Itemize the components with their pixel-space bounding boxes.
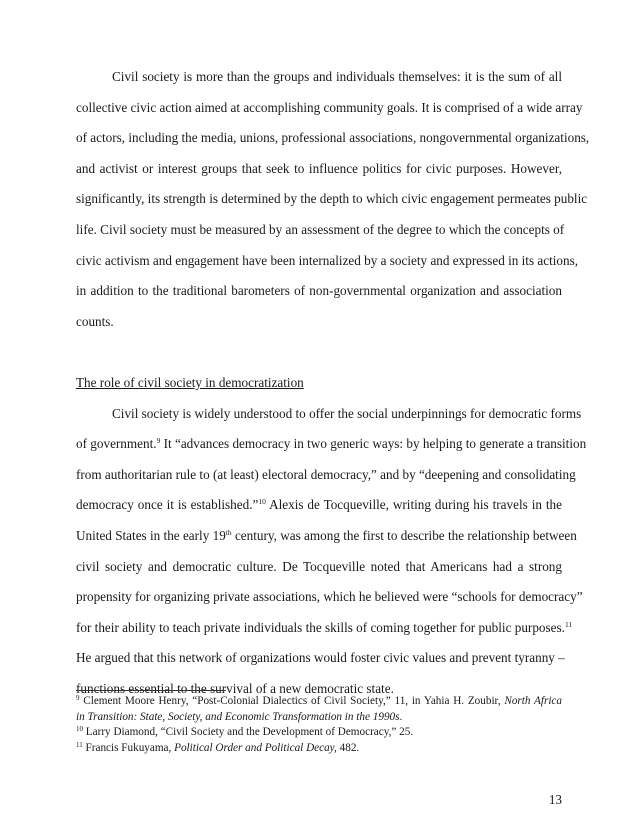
paragraph-line [76, 521, 577, 552]
paragraph-line: propensity for organizing private associations, which he believed were “schools for democracy” [76, 589, 583, 605]
ordinal-suffix: th [225, 527, 232, 537]
footnote-ref-11: 11 [564, 619, 573, 629]
line-text: of government. [76, 436, 157, 452]
paragraph-line [76, 490, 562, 521]
paragraph-line [76, 429, 587, 460]
footnote-10 [76, 725, 562, 741]
footnote-mark: 9 [76, 694, 80, 702]
paragraph-line: from authoritarian rule to (at least) electoral democracy,” and by “deepening and consolidating [76, 466, 576, 482]
paragraph-line: He argued that this network of organizations would foster civic values and prevent tyranny – [76, 650, 565, 666]
body-text [76, 62, 590, 704]
paragraph-line: significantly, its strength is determined by the depth to which civic engagement permeates public [76, 191, 588, 207]
footnote-text: Francis Fukuyama, [82, 741, 175, 754]
footnote-title: North Africa [504, 695, 562, 707]
line-text: Alexis de Tocqueville, writing during his travels in the [265, 497, 562, 513]
footnote-mark: 11 [76, 740, 83, 749]
line-text: century, was among the first to describe the relationship between [231, 527, 577, 543]
section-gap [76, 337, 562, 368]
paragraph-line: of actors, including the media, unions, professional associations, nongovernmental organizations, [76, 130, 590, 146]
footnote-text: Larry Diamond, “Civil Society and the Development of Democracy,” 25. [83, 726, 414, 739]
line-text: democracy once it is established.” [76, 497, 259, 513]
paragraph-line: and activist or interest groups that seek to influence politics for civic purposes. However, [76, 160, 562, 176]
paragraph-line: life. Civil society must be measured by an assessment of the degree to which the concepts of [76, 221, 565, 237]
footnote-text: 482. [336, 741, 360, 754]
page-number: 13 [548, 792, 562, 807]
paragraph-line: collective civic action aimed at accomplishing community goals. It is comprised of a wide array [76, 99, 583, 115]
paragraph-line: civil society and democratic culture. De Tocqueville noted that Americans had a strong [76, 558, 562, 574]
line-text: for their ability to teach private individuals the skills of coming together for public purposes. [76, 619, 565, 635]
footnote-9 [76, 694, 562, 710]
paragraph-line: Civil society is more than the groups and individuals themselves: it is the sum of all [112, 69, 562, 84]
paragraph-line: civic activism and engagement have been internalized by a society and expressed in its actions, [76, 252, 579, 268]
footnote-text: Clement Moore Henry, “Post-Colonial Dialectics of Civil Society,” 11, in Yahia H. Zoubir, [79, 695, 505, 707]
footnote-ref-9: 9 [156, 436, 161, 446]
paragraph-line: counts. [76, 313, 114, 329]
paragraph-line [76, 613, 573, 644]
line-text: United States in the early 19 [76, 527, 226, 543]
footnote-text: . [399, 710, 403, 723]
footnote-ref-10: 10 [258, 497, 266, 507]
paragraph-line: functions essential to the survival of a new democratic state. [76, 680, 394, 696]
section-heading: The role of civil society in democratization [76, 374, 304, 390]
footnote-9-cont [76, 710, 562, 726]
line-text: It “advances democracy in two generic ways: by helping to generate a transition [160, 436, 587, 452]
footnotes [76, 694, 562, 756]
footnote-mark: 10 [76, 725, 83, 734]
footnote-title: Political Order and Political Decay, [174, 741, 337, 754]
footnote-title: in Transition: State, Society, and Economic Transformation in the 1990s [76, 710, 400, 723]
footnote-11 [76, 741, 562, 757]
footnote-separator [76, 690, 226, 691]
paragraph-line: in addition to the traditional barometers of non-governmental organization and association [76, 283, 562, 299]
paragraph-line: Civil society is widely understood to offer the social underpinnings for democratic forms [112, 405, 582, 421]
